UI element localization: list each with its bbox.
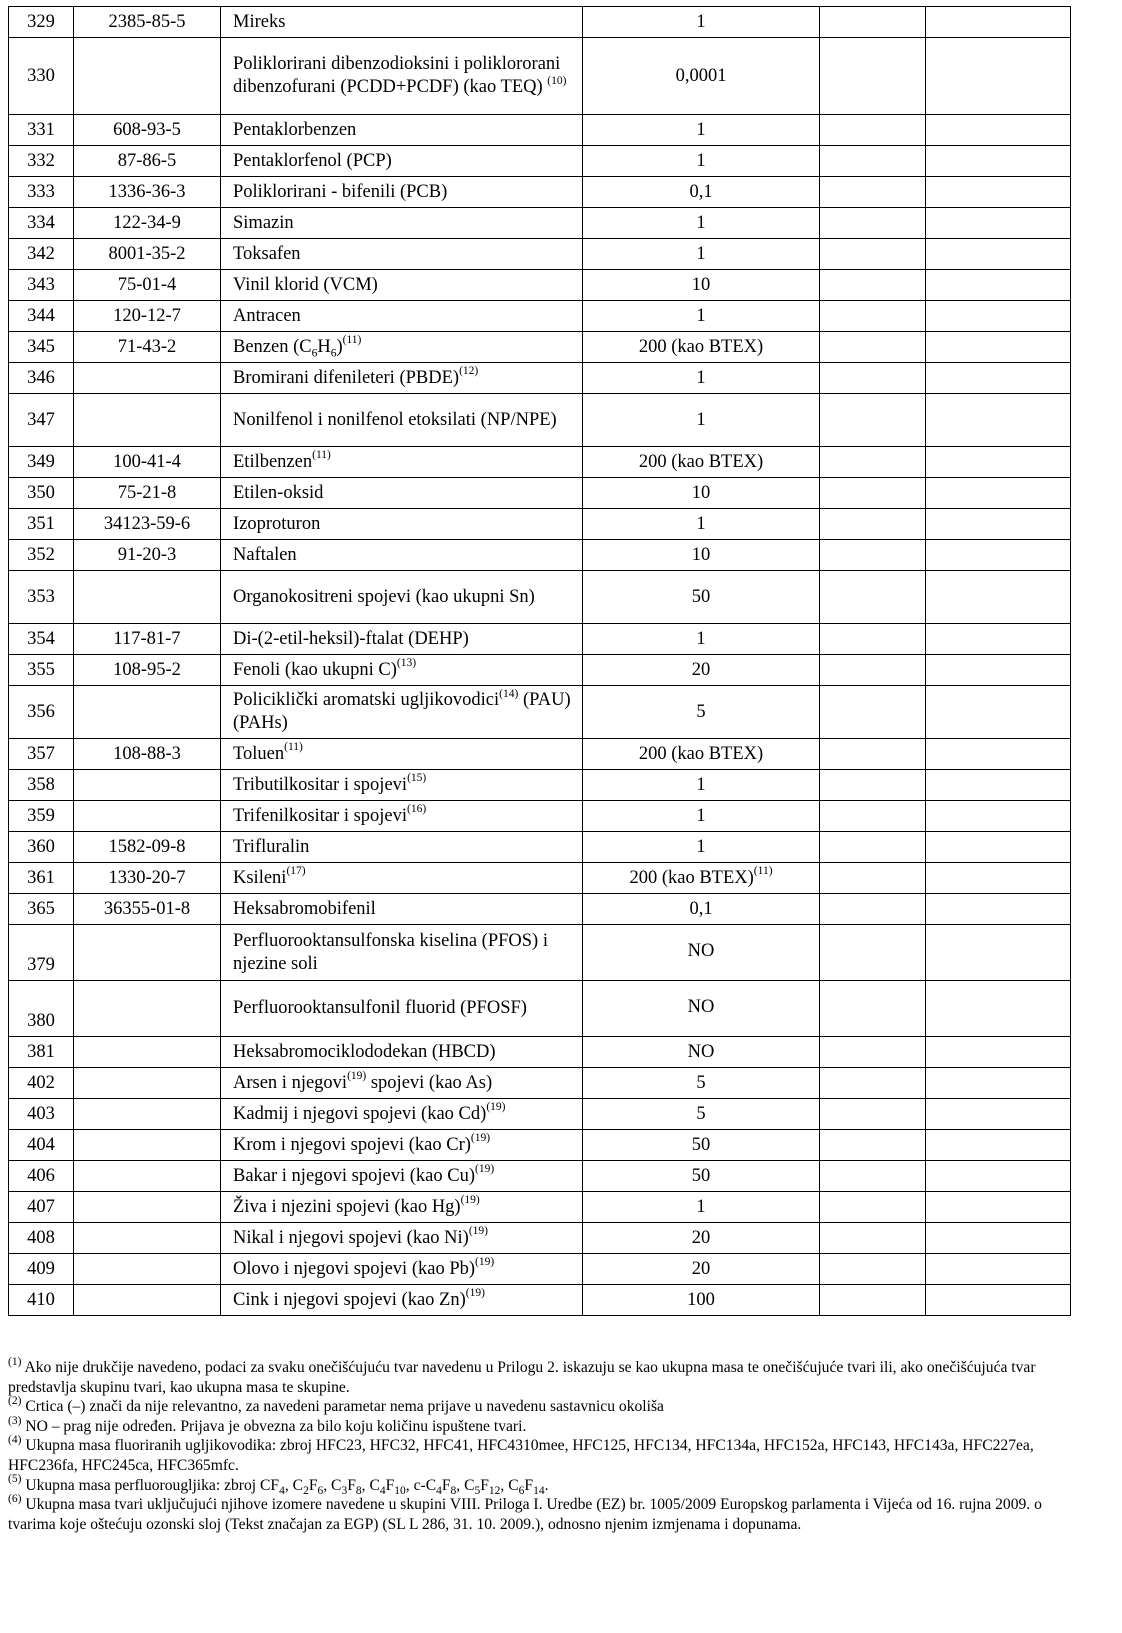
empty-cell <box>820 38 926 115</box>
empty-cell <box>926 301 1071 332</box>
empty-cell <box>820 540 926 571</box>
table-row <box>9 801 1071 832</box>
empty-cell <box>820 981 926 1037</box>
row-number: 357 <box>9 739 74 770</box>
cas-number <box>74 770 221 801</box>
footnote-ref: (19) <box>347 1070 367 1083</box>
table-row <box>9 239 1071 270</box>
empty-cell <box>820 239 926 270</box>
empty-cell <box>820 447 926 478</box>
threshold-value: 50 <box>583 1161 820 1192</box>
cas-number: 36355-01-8 <box>74 894 221 925</box>
row-number: 361 <box>9 863 74 894</box>
substance-name: Toluen$^{(11)}$ <box>221 739 583 770</box>
cas-number: 122-34-9 <box>74 208 221 239</box>
table-row <box>9 863 1071 894</box>
empty-cell <box>926 894 1071 925</box>
empty-cell <box>820 1254 926 1285</box>
row-number: 349 <box>9 447 74 478</box>
footnote-4: $^{(4)}$ Ukupna masa fluoriranih ugljikovodika: zbroj HFC23, HFC32, HFC41, HFC4310mee, HFC125, HFC134, HFC134a, HFC152a, HFC143, HFC143a, HFC227ea, HFC236fa, HFC245ca, HFC365mfc. <box>8 1434 1034 1474</box>
empty-cell <box>926 571 1071 624</box>
footnote-ref: (14) <box>499 687 519 700</box>
row-number: 343 <box>9 270 74 301</box>
empty-cell <box>820 770 926 801</box>
cas-number: 108-95-2 <box>74 655 221 686</box>
footnote-1: $^{(1)}$ Ako nije drukčije navedeno, podaci za svaku onečišćujuću tvar navedenu u Prilogu 2. iskazuju se kao ukupna masa te onečišćujuće tvari ili, ako onečišćujuća tvar predstavlja skupinu tvari, kao ukupna masa te skupine. <box>8 1355 1036 1396</box>
empty-cell <box>820 478 926 509</box>
substance-name: Etilen-oksid <box>221 478 583 509</box>
empty-cell <box>820 832 926 863</box>
threshold-value: 10 <box>583 540 820 571</box>
substance-name: Tributilkositar i spojevi$^{(15)}$ <box>221 770 583 801</box>
empty-cell <box>926 1223 1071 1254</box>
cas-number: 120-12-7 <box>74 301 221 332</box>
empty-cell <box>926 1161 1071 1192</box>
threshold-value: 0,1 <box>583 177 820 208</box>
table-row <box>9 624 1071 655</box>
substance-name: Trifluralin <box>221 832 583 863</box>
row-number: 346 <box>9 363 74 394</box>
empty-cell <box>926 981 1071 1037</box>
substance-name: Pentaklorfenol (PCP) <box>221 146 583 177</box>
substance-name: Fenoli (kao ukupni C)$^{(13)}$ <box>221 655 583 686</box>
row-number: 381 <box>9 1037 74 1068</box>
threshold-value: 20 <box>583 1223 820 1254</box>
substance-name: Simazin <box>221 208 583 239</box>
row-number: 406 <box>9 1161 74 1192</box>
empty-cell <box>926 509 1071 540</box>
row-number: 354 <box>9 624 74 655</box>
table-row <box>9 1161 1071 1192</box>
empty-cell <box>926 1285 1071 1316</box>
cas-number <box>74 1192 221 1223</box>
cas-number <box>74 801 221 832</box>
empty-cell <box>926 478 1071 509</box>
threshold-value: 100 <box>583 1285 820 1316</box>
threshold-value: 5 <box>583 686 820 739</box>
empty-cell <box>820 115 926 146</box>
table-row <box>9 1068 1071 1099</box>
row-number: 334 <box>9 208 74 239</box>
empty-cell <box>820 1285 926 1316</box>
empty-cell <box>820 571 926 624</box>
threshold-value: 5 <box>583 1099 820 1130</box>
threshold-value: NO <box>583 981 820 1037</box>
row-number: 350 <box>9 478 74 509</box>
empty-cell <box>820 1130 926 1161</box>
empty-cell <box>820 270 926 301</box>
threshold-value: 10 <box>583 478 820 509</box>
threshold-value: 200 (kao BTEX) <box>583 739 820 770</box>
substance-name: Di-(2-etil-heksil)-ftalat (DEHP) <box>221 624 583 655</box>
table-row <box>9 1285 1071 1316</box>
empty-cell <box>926 655 1071 686</box>
empty-cell <box>820 894 926 925</box>
footnote-6: $^{(6)}$ Ukupna masa tvari uključujući njihove izomere navedene u skupini VIII. Priloga I. Uredbe (EZ) br. 1005/2009 Europskog parlamenta i Vijeća od 16. rujna 2009. o tvarima koje oštećuju ozonski sloj (Tekst značajan za EGP) (SL L 286, 31. 10. 2009.), odnosno njenim izmjenama i dopunama. <box>8 1492 1042 1533</box>
substance-name: Olovo i njegovi spojevi (kao Pb)$^{(19)}$ <box>221 1254 583 1285</box>
cas-number: 87-86-5 <box>74 146 221 177</box>
threshold-value: 20 <box>583 1254 820 1285</box>
table-row <box>9 981 1071 1037</box>
table-row <box>9 832 1071 863</box>
cas-number: 75-01-4 <box>74 270 221 301</box>
empty-cell <box>820 332 926 363</box>
empty-cell <box>926 832 1071 863</box>
empty-cell <box>820 146 926 177</box>
row-number: 410 <box>9 1285 74 1316</box>
row-number: 353 <box>9 571 74 624</box>
footnote-ref: (17) <box>286 865 306 878</box>
cas-number: 608-93-5 <box>74 115 221 146</box>
substance-name: Poliklorirani - bifenili (PCB) <box>221 177 583 208</box>
footnotes <box>8 1355 1070 1534</box>
row-number: 345 <box>9 332 74 363</box>
substance-name: Heksabromociklododekan (HBCD) <box>221 1037 583 1068</box>
empty-cell <box>820 925 926 981</box>
table-row <box>9 270 1071 301</box>
empty-cell <box>926 208 1071 239</box>
cas-number <box>74 1130 221 1161</box>
table-row <box>9 655 1071 686</box>
pollutant-table <box>8 6 1071 1316</box>
table-row <box>9 38 1071 115</box>
cas-number: 117-81-7 <box>74 624 221 655</box>
cas-number <box>74 394 221 447</box>
threshold-value: 1 <box>583 801 820 832</box>
table-row <box>9 332 1071 363</box>
row-number: 356 <box>9 686 74 739</box>
cas-number: 1582-09-8 <box>74 832 221 863</box>
threshold-value: 1 <box>583 1192 820 1223</box>
cas-number: 34123-59-6 <box>74 509 221 540</box>
row-number: 404 <box>9 1130 74 1161</box>
table-row <box>9 1192 1071 1223</box>
row-number: 408 <box>9 1223 74 1254</box>
empty-cell <box>820 655 926 686</box>
threshold-value: 1 <box>583 394 820 447</box>
table-row <box>9 770 1071 801</box>
cas-number: 71-43-2 <box>74 332 221 363</box>
table-row <box>9 1254 1071 1285</box>
row-number: 379 <box>9 925 74 981</box>
substance-name: Bromirani difenileteri (PBDE)$^{(12)}$ <box>221 363 583 394</box>
cas-number <box>74 981 221 1037</box>
threshold-value: 1 <box>583 301 820 332</box>
cas-number <box>74 686 221 739</box>
substance-name: Nonilfenol i nonilfenol etoksilati (NP/NPE) <box>221 394 583 447</box>
substance-name: Toksafen <box>221 239 583 270</box>
threshold-value: 1 <box>583 239 820 270</box>
substance-name: Vinil klorid (VCM) <box>221 270 583 301</box>
cas-number <box>74 1099 221 1130</box>
cas-number <box>74 363 221 394</box>
empty-cell <box>926 447 1071 478</box>
footnote-ref: (16) <box>407 803 427 816</box>
cas-number <box>74 1161 221 1192</box>
cas-number <box>74 571 221 624</box>
table-row <box>9 686 1071 739</box>
table-row <box>9 301 1071 332</box>
cas-number: 108-88-3 <box>74 739 221 770</box>
threshold-value: 200 (kao BTEX) <box>583 447 820 478</box>
footnote-ref: (19) <box>486 1101 506 1114</box>
footnote-5: $^{(5)}$ Ukupna masa perfluorougljika: zbroj $CF_4$, $C_2F_6$, $C_3F_8$, $C_4F_{10}$, $c-C_4F_8$, $C_5F_{12}$, $C_6F_{14}$. <box>8 1473 549 1497</box>
footnote-ref: (10) <box>547 74 567 87</box>
table-row <box>9 1037 1071 1068</box>
footnote-ref: (19) <box>468 1225 489 1238</box>
table-row <box>9 208 1071 239</box>
empty-cell <box>820 1099 926 1130</box>
empty-cell <box>926 686 1071 739</box>
table-row <box>9 894 1071 925</box>
cas-number: 2385-85-5 <box>74 7 221 38</box>
table-row <box>9 478 1071 509</box>
empty-cell <box>926 115 1071 146</box>
row-number: 359 <box>9 801 74 832</box>
threshold-value: 1 <box>583 115 820 146</box>
row-number: 407 <box>9 1192 74 1223</box>
perfluorocarbon-formulas: $_4$, $C_2F_6$, $C_3F_8$, $C_4F_{10}$, $c-C_4F_8$, $C_5F_{12}$, $C_6F_{14}$. <box>279 1476 549 1497</box>
empty-cell <box>820 7 926 38</box>
empty-cell <box>926 38 1071 115</box>
empty-cell <box>926 540 1071 571</box>
threshold-value: 1 <box>583 146 820 177</box>
table-row <box>9 509 1071 540</box>
threshold-value: 0,1 <box>583 894 820 925</box>
threshold-value: 1 <box>583 770 820 801</box>
empty-cell <box>926 1130 1071 1161</box>
cas-number: 1330-20-7 <box>74 863 221 894</box>
empty-cell <box>926 394 1071 447</box>
substance-name: Kadmij i njegovi spojevi (kao Cd)$^{(19)}$ <box>221 1099 583 1130</box>
table-row <box>9 1099 1071 1130</box>
cas-number <box>74 1068 221 1099</box>
empty-cell <box>926 739 1071 770</box>
footnote-ref: (19) <box>475 1163 495 1176</box>
table-row <box>9 540 1071 571</box>
empty-cell <box>820 301 926 332</box>
substance-name: Perfluorooktansulfonil fluorid (PFOSF) <box>221 981 583 1037</box>
empty-cell <box>820 177 926 208</box>
table-row <box>9 146 1071 177</box>
row-number: 333 <box>9 177 74 208</box>
empty-cell <box>926 1254 1071 1285</box>
cas-number <box>74 1223 221 1254</box>
table-row <box>9 394 1071 447</box>
footnote-ref: (19) <box>475 1256 495 1269</box>
threshold-value: 0,0001 <box>583 38 820 115</box>
table-row <box>9 739 1071 770</box>
threshold-value: 1 <box>583 509 820 540</box>
substance-name: Benzen $(C_6H_6)^{(11)}$ <box>221 332 583 363</box>
row-number: 344 <box>9 301 74 332</box>
empty-cell <box>926 801 1071 832</box>
empty-cell <box>926 1068 1071 1099</box>
cas-number: 75-21-8 <box>74 478 221 509</box>
row-number: 380 <box>9 981 74 1037</box>
cas-number: 8001-35-2 <box>74 239 221 270</box>
row-number: 342 <box>9 239 74 270</box>
cas-number: 1336-36-3 <box>74 177 221 208</box>
empty-cell <box>926 925 1071 981</box>
empty-cell <box>820 1192 926 1223</box>
empty-cell <box>820 509 926 540</box>
table-row <box>9 925 1071 981</box>
substance-name: Ksileni$^{(17)}$ <box>221 863 583 894</box>
substance-name: Izoproturon <box>221 509 583 540</box>
substance-name: Pentaklorbenzen <box>221 115 583 146</box>
table-row <box>9 7 1071 38</box>
footnote-ref: (13) <box>396 657 417 670</box>
empty-cell <box>820 863 926 894</box>
cas-number <box>74 1285 221 1316</box>
threshold-value: 1 <box>583 624 820 655</box>
empty-cell <box>820 1161 926 1192</box>
empty-cell <box>820 363 926 394</box>
table-row <box>9 1223 1071 1254</box>
substance-name: Arsen i njegovi$^{(19)}$ spojevi (kao As) <box>221 1068 583 1099</box>
empty-cell <box>926 363 1071 394</box>
table-row <box>9 571 1071 624</box>
footnote-3: $^{(3)}$ NO – prag nije određen. Prijava je obvezna za bilo koju količinu ispuštene tvari. <box>8 1414 527 1435</box>
empty-cell <box>820 1068 926 1099</box>
cas-number <box>74 38 221 115</box>
empty-cell <box>926 270 1071 301</box>
cas-number: 91-20-3 <box>74 540 221 571</box>
footnote-ref: (11) <box>284 741 303 754</box>
row-number: 360 <box>9 832 74 863</box>
row-number: 331 <box>9 115 74 146</box>
substance-name: Nikal i njegovi spojevi (kao Ni)$^{(19)}$ <box>221 1223 583 1254</box>
table-row <box>9 177 1071 208</box>
empty-cell <box>926 1037 1071 1068</box>
substance-name: Etilbenzen$^{(11)}$ <box>221 447 583 478</box>
threshold-value: 200 (kao BTEX) <box>583 332 820 363</box>
threshold-value: 10 <box>583 270 820 301</box>
substance-name: Trifenilkositar i spojevi$^{(16)}$ <box>221 801 583 832</box>
empty-cell <box>926 770 1071 801</box>
cas-number <box>74 1254 221 1285</box>
footnote-ref: (11) <box>753 865 773 878</box>
substance-name: Antracen <box>221 301 583 332</box>
substance-name: Perfluorooktansulfonska kiselina (PFOS) i njezine soli <box>221 925 583 981</box>
row-number: 330 <box>9 38 74 115</box>
substance-name: Naftalen <box>221 540 583 571</box>
cas-number <box>74 1037 221 1068</box>
threshold-value: 200 (kao BTEX)$^{(11)}$ <box>583 863 820 894</box>
row-number: 402 <box>9 1068 74 1099</box>
row-number: 358 <box>9 770 74 801</box>
footnote-2: $^{(2)}$ Crtica (–) znači da nije relevantno, za navedeni parametar nema prijave u navedenu sastavnicu okoliša <box>8 1395 664 1416</box>
empty-cell <box>820 394 926 447</box>
threshold-value: NO <box>583 925 820 981</box>
footnote-ref: (12) <box>459 365 479 378</box>
threshold-value: 5 <box>583 1068 820 1099</box>
threshold-value: NO <box>583 1037 820 1068</box>
threshold-value: 50 <box>583 1130 820 1161</box>
threshold-value: 1 <box>583 7 820 38</box>
table-row <box>9 447 1071 478</box>
empty-cell <box>820 739 926 770</box>
substance-name: Heksabromobifenil <box>221 894 583 925</box>
empty-cell <box>926 7 1071 38</box>
substance-name: Mireks <box>221 7 583 38</box>
row-number: 403 <box>9 1099 74 1130</box>
table-row <box>9 363 1071 394</box>
row-number: 351 <box>9 509 74 540</box>
table-row <box>9 115 1071 146</box>
threshold-value: 1 <box>583 208 820 239</box>
footnote-ref: (19) <box>470 1132 491 1145</box>
empty-cell <box>926 1192 1071 1223</box>
substance-name: Živa i njezini spojevi (kao Hg)$^{(19)}$ <box>221 1192 583 1223</box>
substance-name: Policiklički aromatski ugljikovodici$^{(14)}$ (PAU) (PAHs) <box>221 686 583 739</box>
empty-cell <box>820 624 926 655</box>
empty-cell <box>820 208 926 239</box>
empty-cell <box>926 332 1071 363</box>
empty-cell <box>926 863 1071 894</box>
footnote-ref: (19) <box>460 1194 480 1207</box>
threshold-value: 1 <box>583 832 820 863</box>
row-number: 409 <box>9 1254 74 1285</box>
empty-cell <box>926 146 1071 177</box>
row-number: 355 <box>9 655 74 686</box>
empty-cell <box>926 624 1071 655</box>
substance-name: Poliklorirani dibenzodioksini i poliklororani dibenzofurani (PCDD+PCDF) (kao TEQ) $^{(10)}$ <box>221 38 583 115</box>
substance-name: Bakar i njegovi spojevi (kao Cu)$^{(19)}$ <box>221 1161 583 1192</box>
footnote-ref: (11) <box>312 449 331 462</box>
row-number: 329 <box>9 7 74 38</box>
row-number: 332 <box>9 146 74 177</box>
empty-cell <box>926 239 1071 270</box>
substance-name: Organokositreni spojevi (kao ukupni Sn) <box>221 571 583 624</box>
footnote-ref: (19) <box>465 1287 485 1300</box>
empty-cell <box>820 686 926 739</box>
row-number: 347 <box>9 394 74 447</box>
cas-number <box>74 925 221 981</box>
cas-number: 100-41-4 <box>74 447 221 478</box>
empty-cell <box>926 1099 1071 1130</box>
row-number: 352 <box>9 540 74 571</box>
table-row <box>9 1130 1071 1161</box>
empty-cell <box>820 1037 926 1068</box>
empty-cell <box>820 1223 926 1254</box>
threshold-value: 1 <box>583 363 820 394</box>
threshold-value: 20 <box>583 655 820 686</box>
substance-name: Krom i njegovi spojevi (kao Cr)$^{(19)}$ <box>221 1130 583 1161</box>
substance-name: Cink i njegovi spojevi (kao Zn)$^{(19)}$ <box>221 1285 583 1316</box>
threshold-value: 50 <box>583 571 820 624</box>
empty-cell <box>926 177 1071 208</box>
footnote-ref: (11) <box>342 334 362 347</box>
row-number: 365 <box>9 894 74 925</box>
empty-cell <box>820 801 926 832</box>
footnote-ref: (15) <box>407 772 427 785</box>
